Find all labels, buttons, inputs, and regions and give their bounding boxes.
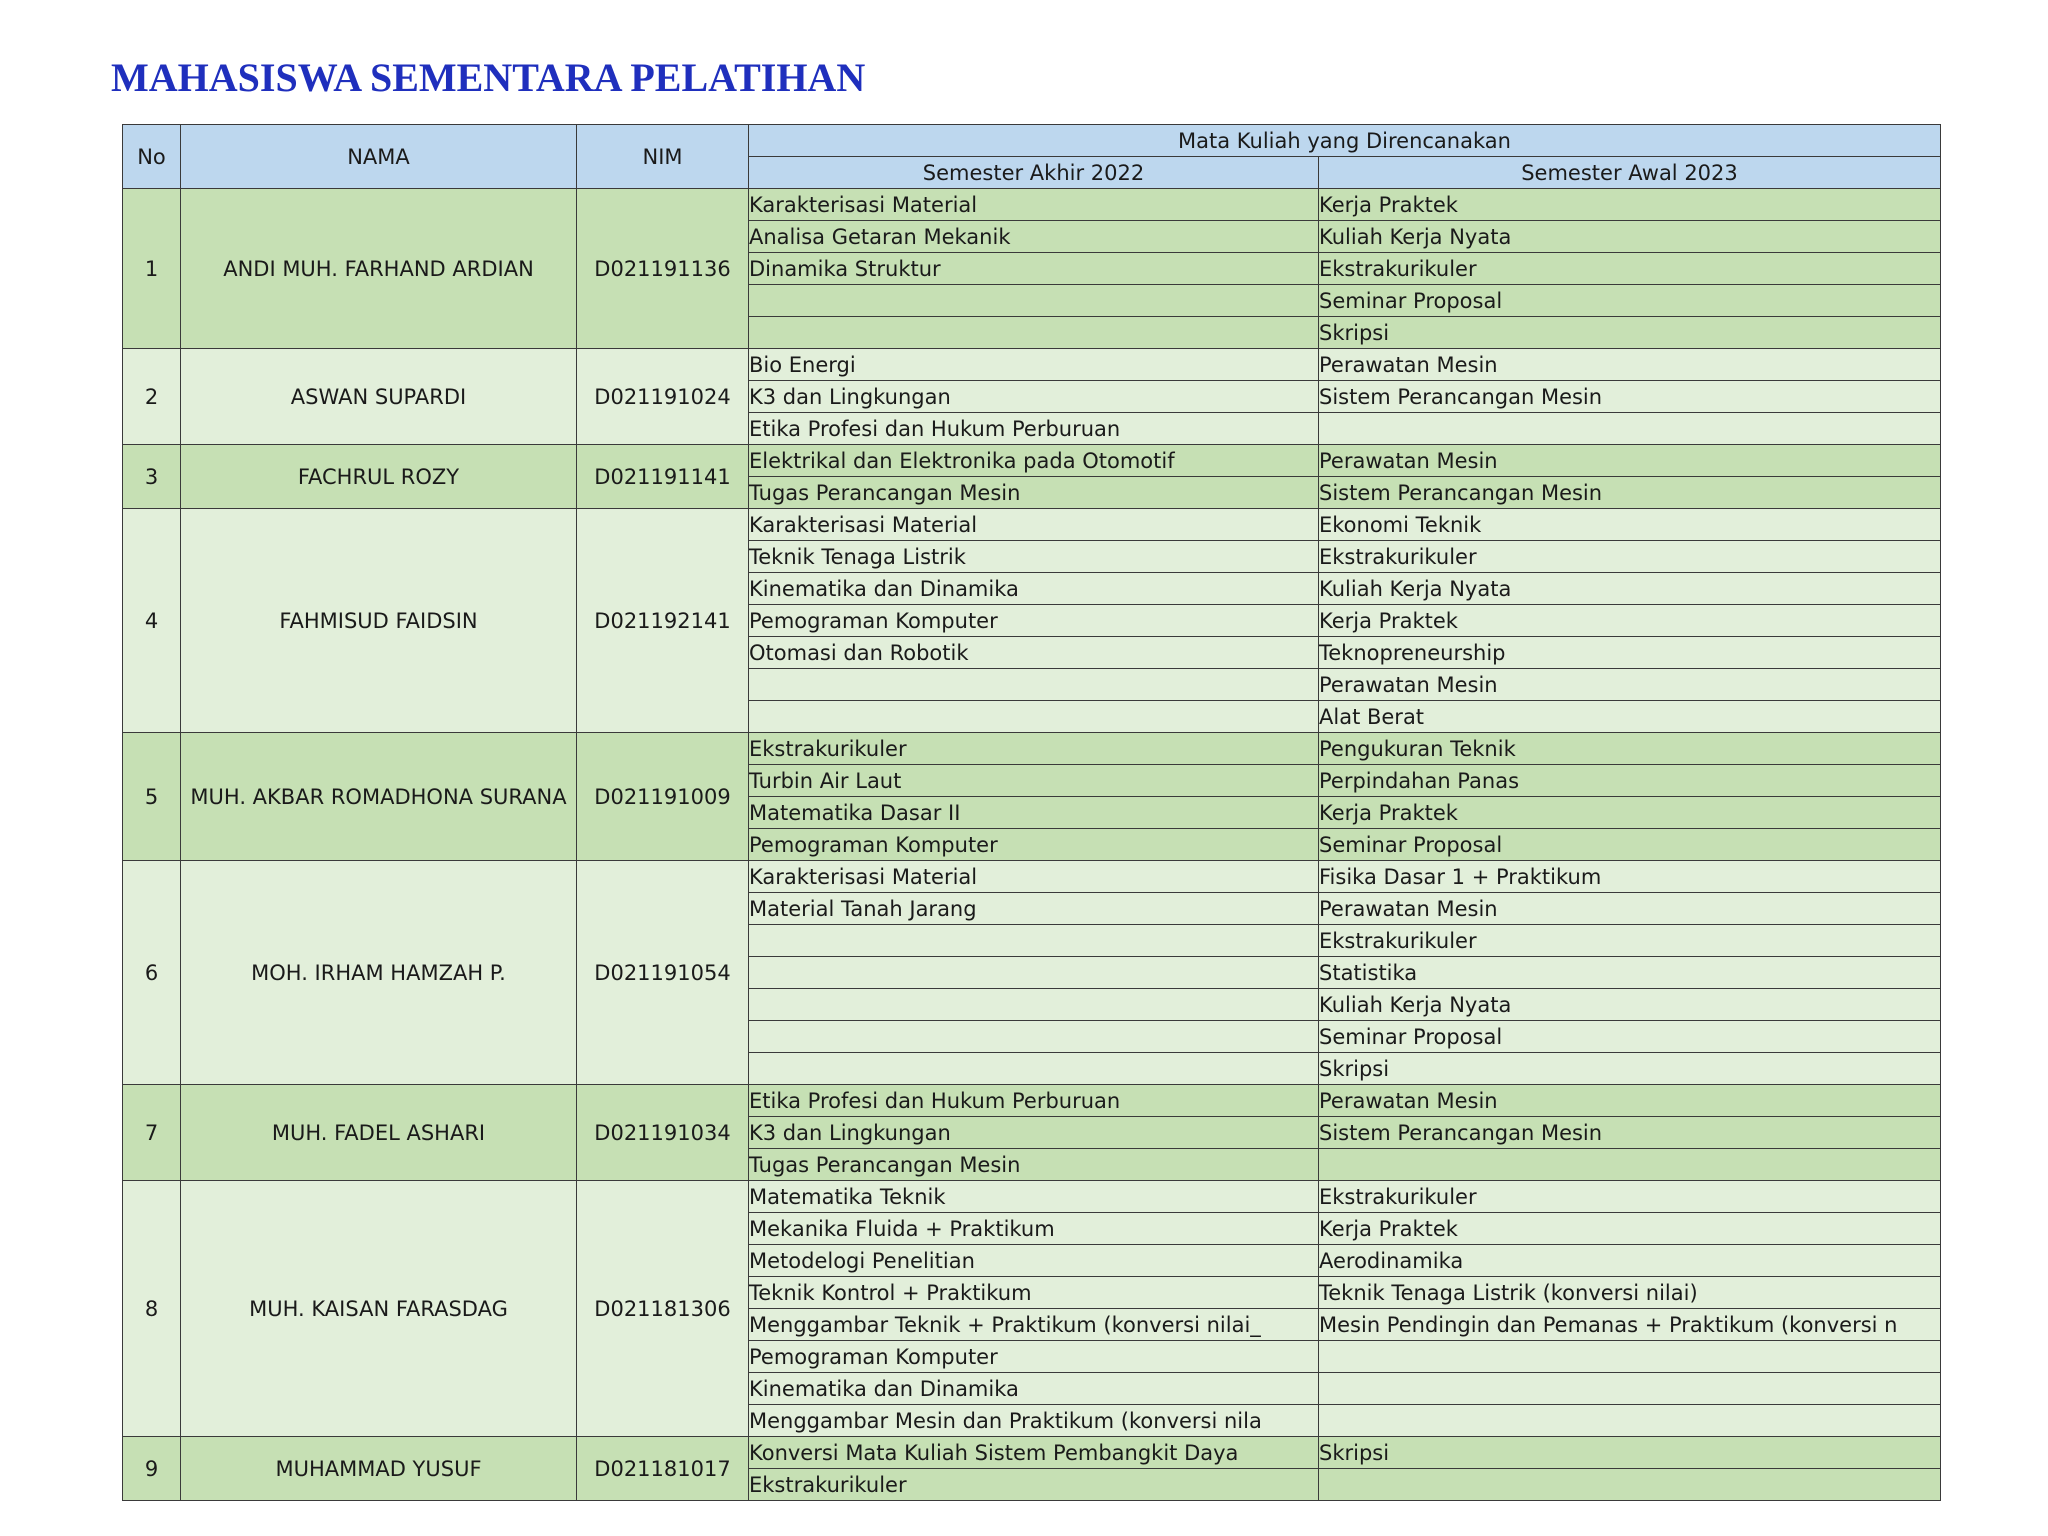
course-semester-awal-2023: Perawatan Mesin — [1319, 445, 1941, 477]
course-semester-awal-2023: Statistika — [1319, 957, 1941, 989]
course-semester-akhir-2022: Menggambar Mesin dan Praktikum (konversi nila — [749, 1405, 1319, 1437]
course-semester-akhir-2022: K3 dan Lingkungan — [749, 381, 1319, 413]
course-semester-awal-2023: Kerja Praktek — [1319, 797, 1941, 829]
course-semester-awal-2023: Skripsi — [1319, 317, 1941, 349]
course-semester-awal-2023: Sistem Perancangan Mesin — [1319, 381, 1941, 413]
student-nim: D021192141 — [577, 509, 749, 733]
header-nama: NAMA — [181, 125, 577, 189]
course-semester-awal-2023: Ekstrakurikuler — [1319, 541, 1941, 573]
course-semester-awal-2023: Aerodinamika — [1319, 1245, 1941, 1277]
course-semester-awal-2023: Sistem Perancangan Mesin — [1319, 1117, 1941, 1149]
student-name: MUH. KAISAN FARASDAG — [181, 1181, 577, 1437]
student-nim: D021181017 — [577, 1437, 749, 1501]
student-name: ASWAN SUPARDI — [181, 349, 577, 445]
course-semester-awal-2023: Skripsi — [1319, 1053, 1941, 1085]
header-nim: NIM — [577, 125, 749, 189]
table-row — [123, 445, 1941, 477]
student-nim: D021181306 — [577, 1181, 749, 1437]
course-semester-akhir-2022: Dinamika Struktur — [749, 253, 1319, 285]
course-semester-akhir-2022: Tugas Perancangan Mesin — [749, 477, 1319, 509]
course-semester-awal-2023: Kuliah Kerja Nyata — [1319, 573, 1941, 605]
table-row — [123, 189, 1941, 221]
course-semester-akhir-2022: Karakterisasi Material — [749, 509, 1319, 541]
course-semester-akhir-2022 — [749, 1053, 1319, 1085]
course-semester-awal-2023 — [1319, 1405, 1941, 1437]
student-name: ANDI MUH. FARHAND ARDIAN — [181, 189, 577, 349]
course-semester-awal-2023: Perawatan Mesin — [1319, 669, 1941, 701]
student-name: FACHRUL ROZY — [181, 445, 577, 509]
course-semester-akhir-2022: Mekanika Fluida + Praktikum — [749, 1213, 1319, 1245]
course-semester-akhir-2022: Turbin Air Laut — [749, 765, 1319, 797]
course-semester-akhir-2022: Matematika Dasar II — [749, 797, 1319, 829]
course-semester-awal-2023: Ekstrakurikuler — [1319, 253, 1941, 285]
course-semester-awal-2023: Pengukuran Teknik — [1319, 733, 1941, 765]
course-semester-akhir-2022: Elektrikal dan Elektronika pada Otomotif — [749, 445, 1319, 477]
student-no: 9 — [123, 1437, 181, 1501]
course-semester-awal-2023: Fisika Dasar 1 + Praktikum — [1319, 861, 1941, 893]
course-semester-awal-2023: Ekstrakurikuler — [1319, 1181, 1941, 1213]
course-semester-akhir-2022: Metodelogi Penelitian — [749, 1245, 1319, 1277]
course-semester-akhir-2022: Teknik Tenaga Listrik — [749, 541, 1319, 573]
student-nim: D021191136 — [577, 189, 749, 349]
course-semester-awal-2023: Teknik Tenaga Listrik (konversi nilai) — [1319, 1277, 1941, 1309]
course-semester-awal-2023: Alat Berat — [1319, 701, 1941, 733]
student-no: 7 — [123, 1085, 181, 1181]
course-semester-awal-2023: Perawatan Mesin — [1319, 1085, 1941, 1117]
student-no: 2 — [123, 349, 181, 445]
course-semester-akhir-2022 — [749, 925, 1319, 957]
students-table — [122, 124, 1941, 1501]
course-semester-akhir-2022: Karakterisasi Material — [749, 189, 1319, 221]
table-row — [123, 1181, 1941, 1213]
course-semester-awal-2023 — [1319, 1341, 1941, 1373]
student-nim: D021191141 — [577, 445, 749, 509]
student-nim: D021191034 — [577, 1085, 749, 1181]
course-semester-akhir-2022: Ekstrakurikuler — [749, 733, 1319, 765]
course-semester-akhir-2022: Material Tanah Jarang — [749, 893, 1319, 925]
course-semester-awal-2023: Skripsi — [1319, 1437, 1941, 1469]
course-semester-awal-2023: Kerja Praktek — [1319, 1213, 1941, 1245]
student-no: 4 — [123, 509, 181, 733]
course-semester-akhir-2022: Pemograman Komputer — [749, 1341, 1319, 1373]
course-semester-akhir-2022: Konversi Mata Kuliah Sistem Pembangkit Daya — [749, 1437, 1319, 1469]
page-title: MAHASISWA SEMENTARA PELATIHAN — [111, 55, 866, 100]
course-semester-awal-2023: Ekonomi Teknik — [1319, 509, 1941, 541]
course-semester-awal-2023: Kerja Praktek — [1319, 605, 1941, 637]
course-semester-akhir-2022: Tugas Perancangan Mesin — [749, 1149, 1319, 1181]
course-semester-akhir-2022: Etika Profesi dan Hukum Perburuan — [749, 413, 1319, 445]
course-semester-akhir-2022: Kinematika dan Dinamika — [749, 1373, 1319, 1405]
course-semester-awal-2023 — [1319, 413, 1941, 445]
table-row — [123, 733, 1941, 765]
table-row — [123, 1437, 1941, 1469]
course-semester-awal-2023: Seminar Proposal — [1319, 829, 1941, 861]
course-semester-akhir-2022: Pemograman Komputer — [749, 605, 1319, 637]
student-no: 5 — [123, 733, 181, 861]
table-row — [123, 861, 1941, 893]
course-semester-akhir-2022: Pemograman Komputer — [749, 829, 1319, 861]
course-semester-akhir-2022 — [749, 1021, 1319, 1053]
course-semester-akhir-2022: Menggambar Teknik + Praktikum (konversi nilai_ — [749, 1309, 1319, 1341]
student-nim: D021191054 — [577, 861, 749, 1085]
course-semester-akhir-2022: Kinematika dan Dinamika — [749, 573, 1319, 605]
student-name: MOH. IRHAM HAMZAH P. — [181, 861, 577, 1085]
student-name: MUHAMMAD YUSUF — [181, 1437, 577, 1501]
course-semester-akhir-2022: Matematika Teknik — [749, 1181, 1319, 1213]
student-nim: D021191009 — [577, 733, 749, 861]
table-row — [123, 1085, 1941, 1117]
course-semester-akhir-2022 — [749, 701, 1319, 733]
table-row — [123, 349, 1941, 381]
course-semester-awal-2023 — [1319, 1469, 1941, 1501]
course-semester-akhir-2022: Bio Energi — [749, 349, 1319, 381]
course-semester-awal-2023: Teknopreneurship — [1319, 637, 1941, 669]
course-semester-awal-2023: Ekstrakurikuler — [1319, 925, 1941, 957]
course-semester-akhir-2022: K3 dan Lingkungan — [749, 1117, 1319, 1149]
course-semester-akhir-2022: Karakterisasi Material — [749, 861, 1319, 893]
course-semester-akhir-2022 — [749, 669, 1319, 701]
student-name: FAHMISUD FAIDSIN — [181, 509, 577, 733]
student-no: 1 — [123, 189, 181, 349]
course-semester-awal-2023: Seminar Proposal — [1319, 1021, 1941, 1053]
course-semester-akhir-2022 — [749, 957, 1319, 989]
header-semester-akhir-2022: Semester Akhir 2022 — [749, 157, 1319, 189]
course-semester-akhir-2022: Teknik Kontrol + Praktikum — [749, 1277, 1319, 1309]
student-no: 8 — [123, 1181, 181, 1437]
table-body — [123, 189, 1941, 1501]
student-no: 6 — [123, 861, 181, 1085]
course-semester-awal-2023: Kuliah Kerja Nyata — [1319, 221, 1941, 253]
course-semester-akhir-2022: Otomasi dan Robotik — [749, 637, 1319, 669]
course-semester-awal-2023: Mesin Pendingin dan Pemanas + Praktikum (konversi n — [1319, 1309, 1941, 1341]
course-semester-akhir-2022: Etika Profesi dan Hukum Perburuan — [749, 1085, 1319, 1117]
course-semester-awal-2023: Kerja Praktek — [1319, 189, 1941, 221]
table-row — [123, 509, 1941, 541]
course-semester-akhir-2022 — [749, 285, 1319, 317]
course-semester-awal-2023: Seminar Proposal — [1319, 285, 1941, 317]
student-no: 3 — [123, 445, 181, 509]
course-semester-akhir-2022: Ekstrakurikuler — [749, 1469, 1319, 1501]
header-semester-awal-2023: Semester Awal 2023 — [1319, 157, 1941, 189]
course-semester-awal-2023: Perawatan Mesin — [1319, 893, 1941, 925]
course-semester-akhir-2022: Analisa Getaran Mekanik — [749, 221, 1319, 253]
course-semester-awal-2023: Sistem Perancangan Mesin — [1319, 477, 1941, 509]
course-semester-awal-2023: Kuliah Kerja Nyata — [1319, 989, 1941, 1021]
course-semester-awal-2023 — [1319, 1373, 1941, 1405]
header-no: No — [123, 125, 181, 189]
course-semester-awal-2023 — [1319, 1149, 1941, 1181]
student-name: MUH. AKBAR ROMADHONA SURANA — [181, 733, 577, 861]
course-semester-awal-2023: Perawatan Mesin — [1319, 349, 1941, 381]
header-mata-kuliah: Mata Kuliah yang Direncanakan — [749, 125, 1941, 157]
student-nim: D021191024 — [577, 349, 749, 445]
course-semester-akhir-2022 — [749, 989, 1319, 1021]
course-semester-akhir-2022 — [749, 317, 1319, 349]
student-name: MUH. FADEL ASHARI — [181, 1085, 577, 1181]
course-semester-awal-2023: Perpindahan Panas — [1319, 765, 1941, 797]
